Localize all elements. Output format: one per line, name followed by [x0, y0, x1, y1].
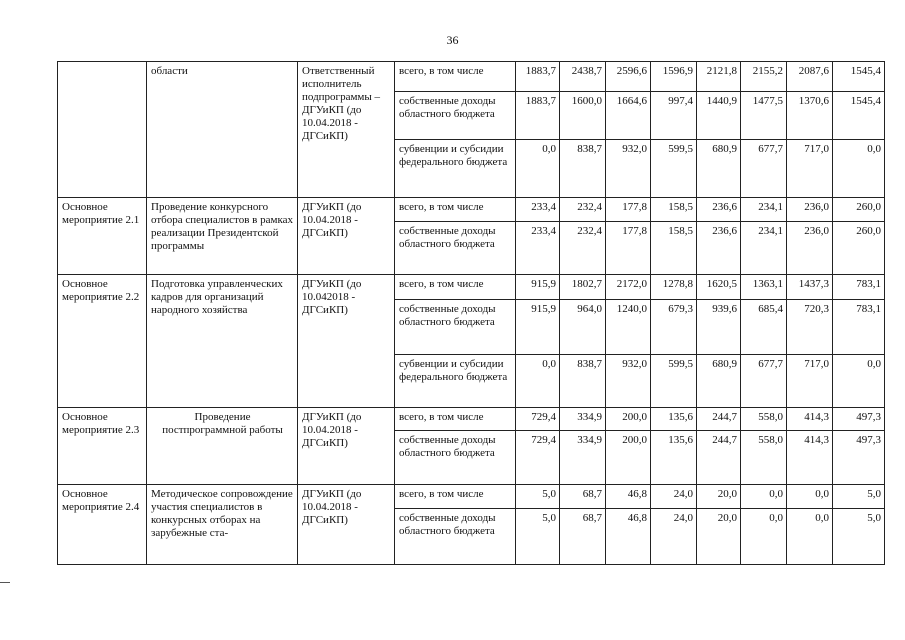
amount-cell: 20,0 [697, 485, 741, 509]
amount-cell: 717,0 [787, 140, 833, 198]
funding-source-cell: субвенции и субсидии федерального бюджета [395, 355, 516, 408]
amount-cell: 558,0 [741, 431, 787, 485]
amount-cell: 679,3 [651, 300, 697, 355]
executor-cell: ДГУиКП (до 10.04.2018 - ДГСиКП) [298, 198, 395, 275]
activity-name-cell: Проведение конкурсного отбора специалистов в рамках реализации Президентской программы [147, 198, 298, 275]
amount-cell: 729,4 [516, 431, 560, 485]
executor-cell: Ответственный исполнитель подпрограммы – ДГУиКП (до 10.04.2018 - ДГСиКП) [298, 62, 395, 198]
amount-cell: 783,1 [833, 300, 885, 355]
activity-name-cell: Методическое сопровождение участия специалистов в конкурсных отборах на зарубежные ста- [147, 485, 298, 565]
amount-cell: 5,0 [516, 509, 560, 565]
funding-source-cell: собственные доходы областного бюджета [395, 92, 516, 140]
table-row [58, 62, 885, 92]
amount-cell: 0,0 [787, 509, 833, 565]
amount-cell: 1664,6 [606, 92, 651, 140]
amount-cell: 236,6 [697, 198, 741, 222]
funding-source-cell: всего, в том числе [395, 62, 516, 92]
amount-cell: 334,9 [560, 408, 606, 431]
amount-cell: 158,5 [651, 198, 697, 222]
amount-cell: 1278,8 [651, 275, 697, 300]
amount-cell: 236,6 [697, 222, 741, 275]
funding-table [57, 61, 885, 565]
amount-cell: 2087,6 [787, 62, 833, 92]
executor-cell: ДГУиКП (до 10.04.2018 - ДГСиКП) [298, 408, 395, 485]
amount-cell: 1437,3 [787, 275, 833, 300]
amount-cell: 599,5 [651, 140, 697, 198]
amount-cell: 997,4 [651, 92, 697, 140]
amount-cell: 1596,9 [651, 62, 697, 92]
amount-cell: 232,4 [560, 198, 606, 222]
amount-cell: 729,4 [516, 408, 560, 431]
amount-cell: 939,6 [697, 300, 741, 355]
amount-cell: 1545,4 [833, 62, 885, 92]
amount-cell: 5,0 [516, 485, 560, 509]
amount-cell: 680,9 [697, 140, 741, 198]
table-row [58, 408, 885, 431]
amount-cell: 177,8 [606, 222, 651, 275]
amount-cell: 20,0 [697, 509, 741, 565]
event-cell: Основное мероприятие 2.2 [58, 275, 147, 408]
table-row [58, 198, 885, 222]
amount-cell: 1440,9 [697, 92, 741, 140]
amount-cell: 5,0 [833, 485, 885, 509]
amount-cell: 200,0 [606, 431, 651, 485]
amount-cell: 717,0 [787, 355, 833, 408]
amount-cell: 1363,1 [741, 275, 787, 300]
funding-source-cell: собственные доходы областного бюджета [395, 509, 516, 565]
amount-cell: 244,7 [697, 408, 741, 431]
amount-cell: 135,6 [651, 408, 697, 431]
amount-cell: 260,0 [833, 222, 885, 275]
amount-cell: 68,7 [560, 509, 606, 565]
amount-cell: 680,9 [697, 355, 741, 408]
amount-cell: 234,1 [741, 198, 787, 222]
page-number: 36 [446, 33, 459, 47]
margin-mark [0, 582, 10, 583]
amount-cell: 234,1 [741, 222, 787, 275]
amount-cell: 1883,7 [516, 92, 560, 140]
executor-cell: ДГУиКП (до 10.04.2018 - ДГСиКП) [298, 485, 395, 565]
amount-cell: 677,7 [741, 140, 787, 198]
amount-cell: 1802,7 [560, 275, 606, 300]
amount-cell: 0,0 [516, 355, 560, 408]
amount-cell: 685,4 [741, 300, 787, 355]
amount-cell: 720,3 [787, 300, 833, 355]
funding-source-cell: всего, в том числе [395, 408, 516, 431]
amount-cell: 0,0 [741, 509, 787, 565]
amount-cell: 414,3 [787, 431, 833, 485]
amount-cell: 414,3 [787, 408, 833, 431]
funding-source-cell: собственные доходы областного бюджета [395, 222, 516, 275]
amount-cell: 0,0 [833, 140, 885, 198]
amount-cell: 135,6 [651, 431, 697, 485]
event-cell: Основное мероприятие 2.3 [58, 408, 147, 485]
amount-cell: 677,7 [741, 355, 787, 408]
amount-cell: 158,5 [651, 222, 697, 275]
activity-name-cell: Проведение постпрограммной работы [147, 408, 298, 485]
amount-cell: 233,4 [516, 198, 560, 222]
event-cell: Основное мероприятие 2.1 [58, 198, 147, 275]
amount-cell: 177,8 [606, 198, 651, 222]
amount-cell: 915,9 [516, 300, 560, 355]
amount-cell: 5,0 [833, 509, 885, 565]
amount-cell: 1600,0 [560, 92, 606, 140]
amount-cell: 497,3 [833, 431, 885, 485]
amount-cell: 0,0 [741, 485, 787, 509]
amount-cell: 0,0 [787, 485, 833, 509]
amount-cell: 2172,0 [606, 275, 651, 300]
amount-cell: 599,5 [651, 355, 697, 408]
amount-cell: 46,8 [606, 485, 651, 509]
amount-cell: 200,0 [606, 408, 651, 431]
event-cell [58, 62, 147, 198]
amount-cell: 236,0 [787, 198, 833, 222]
funding-source-cell: всего, в том числе [395, 198, 516, 222]
amount-cell: 2155,2 [741, 62, 787, 92]
amount-cell: 497,3 [833, 408, 885, 431]
amount-cell: 838,7 [560, 140, 606, 198]
activity-name-cell: Подготовка управленческих кадров для организаций народного хозяйства [147, 275, 298, 408]
amount-cell: 68,7 [560, 485, 606, 509]
funding-source-cell: всего, в том числе [395, 485, 516, 509]
amount-cell: 0,0 [833, 355, 885, 408]
amount-cell: 838,7 [560, 355, 606, 408]
amount-cell: 2438,7 [560, 62, 606, 92]
amount-cell: 964,0 [560, 300, 606, 355]
amount-cell: 24,0 [651, 485, 697, 509]
event-cell: Основное мероприятие 2.4 [58, 485, 147, 565]
amount-cell: 1883,7 [516, 62, 560, 92]
amount-cell: 1545,4 [833, 92, 885, 140]
amount-cell: 24,0 [651, 509, 697, 565]
amount-cell: 915,9 [516, 275, 560, 300]
amount-cell: 783,1 [833, 275, 885, 300]
amount-cell: 932,0 [606, 140, 651, 198]
amount-cell: 0,0 [516, 140, 560, 198]
funding-source-cell: субвенции и субсидии федерального бюджета [395, 140, 516, 198]
amount-cell: 932,0 [606, 355, 651, 408]
amount-cell: 2121,8 [697, 62, 741, 92]
amount-cell: 1620,5 [697, 275, 741, 300]
amount-cell: 244,7 [697, 431, 741, 485]
amount-cell: 260,0 [833, 198, 885, 222]
amount-cell: 232,4 [560, 222, 606, 275]
amount-cell: 558,0 [741, 408, 787, 431]
table-row [58, 485, 885, 509]
funding-source-cell: всего, в том числе [395, 275, 516, 300]
table-row [58, 275, 885, 300]
funding-source-cell: собственные доходы областного бюджета [395, 300, 516, 355]
amount-cell: 334,9 [560, 431, 606, 485]
amount-cell: 1370,6 [787, 92, 833, 140]
amount-cell: 236,0 [787, 222, 833, 275]
executor-cell: ДГУиКП (до 10.042018 - ДГСиКП) [298, 275, 395, 408]
amount-cell: 1240,0 [606, 300, 651, 355]
amount-cell: 1477,5 [741, 92, 787, 140]
amount-cell: 2596,6 [606, 62, 651, 92]
amount-cell: 233,4 [516, 222, 560, 275]
funding-source-cell: собственные доходы областного бюджета [395, 431, 516, 485]
activity-name-cell: области [147, 62, 298, 198]
amount-cell: 46,8 [606, 509, 651, 565]
